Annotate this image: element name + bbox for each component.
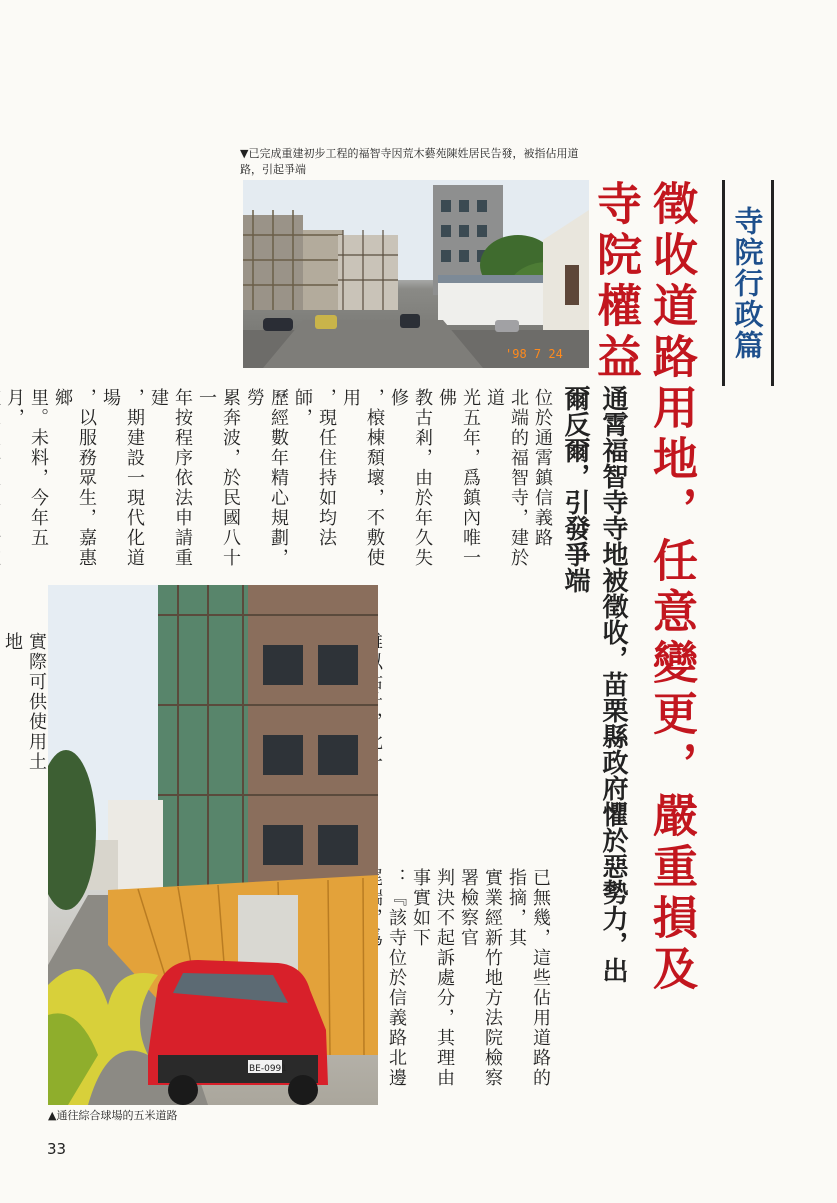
subheadline: 通霄福智寺寺地被徵收，苗栗縣政府懼於惡勢力，出爾反爾，引發爭端	[560, 385, 628, 983]
bottom-photo-caption: ▲通往綜合球場的五米道路	[48, 1109, 178, 1122]
body-line: 實業經新竹地方法院檢察署檢察官	[458, 868, 503, 1088]
body-line: ，現任住持如均法師，	[292, 388, 337, 548]
body-line: 實際可供使用土地	[2, 632, 47, 772]
body-line: 歷經數年精心規劃，勞	[244, 388, 289, 568]
body-line: ，榱棟頹壞，不敷使用	[340, 388, 385, 568]
body-line: 北端的福智寺，建於道	[484, 388, 529, 568]
body-line: 位於通霄鎮信義路	[532, 388, 553, 548]
body-line: 累奔波，於民國八十一	[196, 388, 241, 568]
headline: 徵收道路用地，任意變更，嚴重損及寺院權益	[589, 180, 698, 996]
section-tag	[722, 180, 774, 386]
body-line: 教古剎，由於年久失修	[388, 388, 433, 568]
section-tag-label: 寺院行政篇	[730, 205, 765, 361]
body-line: 年按程序依法申請重建	[148, 388, 193, 568]
page-number: 33	[47, 1140, 67, 1158]
body-line: 已無幾，這些佔用道路的指摘，其	[506, 868, 551, 1088]
license-plate: BE-0991	[249, 1064, 288, 1074]
body-line: ：『該寺位於信義路北邊	[386, 868, 407, 1088]
construction-road-illustration	[48, 585, 378, 1105]
body-line: 里。未料，今年五月，	[4, 388, 49, 548]
body-line: ，期建設一現代化道場	[100, 388, 145, 568]
temple-street-photo	[243, 180, 589, 368]
five-meter-road-photo	[48, 585, 378, 1105]
body-line: 判決不起訴處分，其理由事實如下	[410, 868, 455, 1088]
body-line: ，以服務眾生，嘉惠鄉	[52, 388, 97, 568]
top-photo-caption: ▼已完成重建初步工程的福智寺因荒木藝苑陳姓居民告發，被指佔用道路，引起爭端	[240, 147, 579, 176]
photo-date-stamp: '98 7 24	[505, 347, 563, 361]
body-line	[0, 388, 2, 580]
temple-street-illustration	[243, 180, 589, 368]
body-column-1	[0, 388, 554, 580]
body-line: 光五年，爲鎮內唯一佛	[436, 388, 481, 568]
